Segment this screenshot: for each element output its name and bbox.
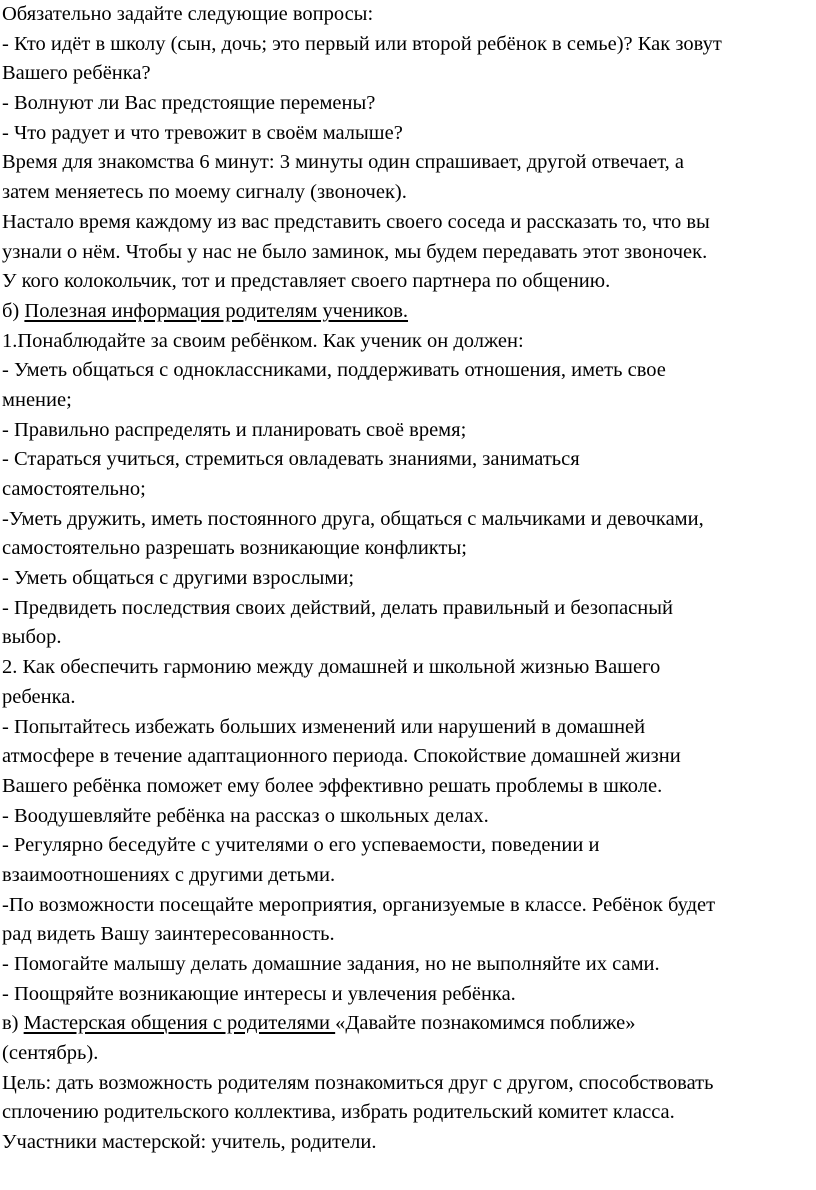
text-line: выбор. [2, 626, 62, 649]
text-line: 1.Понаблюдайте за своим ребёнком. Как ученик он должен: [2, 329, 524, 352]
text-line: -По возможности посещайте мероприятия, организуемые в классе. Ребёнок будет [2, 893, 716, 916]
text-line: Вашего ребёнка? [2, 62, 151, 85]
section-b-prefix: б) [2, 299, 25, 322]
text-line: - Поощряйте возникающие интересы и увлечения ребёнка. [2, 982, 516, 1005]
text-line: Цель: дать возможность родителям познакомиться друг с другом, способствовать [2, 1071, 714, 1094]
text-line: взаимоотношениях с другими детьми. [2, 863, 336, 886]
text-line: - Помогайте малышу делать домашние задания, но не выполняйте их сами. [2, 953, 660, 975]
text-line: сплочению родительского коллектива, избрать родительский комитет класса. [2, 1101, 675, 1124]
text-line: затем меняетесь по моему сигналу (звоночек). [2, 181, 407, 204]
text-line: (сентябрь). [2, 1042, 99, 1065]
text-line: узнали о нём. Чтобы у нас не было заминок, мы будем передавать этот звоночек. [2, 240, 708, 263]
text-line: - Что радует и что тревожит в своём малыше? [2, 121, 403, 144]
text-line: - Предвидеть последствия своих действий, делать правильный и безопасный [2, 596, 673, 619]
text-line: - Уметь общаться с другими взрослыми; [2, 567, 355, 590]
text-line: рад видеть Вашу заинтересованность. [2, 923, 335, 946]
section-b-heading [2, 297, 816, 327]
text-line: У кого колокольчик, тот и представляет своего партнера по общению. [2, 270, 611, 293]
section-v-suffix: «Давайте познакомимся поближе» [335, 1012, 636, 1035]
section-b-title: Полезная информация родителям учеников. [24, 299, 409, 322]
text-line: мнение; [2, 388, 72, 411]
text-line: - Правильно распределять и планировать своё время; [2, 418, 467, 441]
text-line: самостоятельно; [2, 478, 146, 500]
text-line: -Уметь дружить, иметь постоянного друга, общаться с мальчиками и девочками, [2, 507, 704, 530]
text-line: атмосфере в течение адаптационного периода. Спокойствие домашней жизни [2, 745, 681, 768]
text-line: - Воодушевляйте ребёнка на рассказ о школьных делах. [2, 804, 489, 827]
text-line: - Стараться учиться, стремиться овладевать знаниями, заниматься [2, 448, 580, 471]
text-line: 2. Как обеспечить гармонию между домашней и школьной жизнью Вашего [2, 656, 661, 679]
section-v-title: Мастерская общения с родителями [23, 1012, 336, 1035]
text-line: Участники мастерской: учитель, родители. [2, 1131, 377, 1154]
section-v-heading [2, 1009, 816, 1039]
text-line: - Уметь общаться с одноклассниками, поддерживать отношения, иметь свое [2, 359, 666, 382]
text-line: ребенка. [2, 685, 76, 708]
text-line: Вашего ребёнка поможет ему более эффективно решать проблемы в школе. [2, 774, 663, 797]
text-line: Время для знакомства 6 минут: 3 минуты один спрашивает, другой отвечает, а [2, 151, 684, 174]
text-line: - Попытайтесь избежать больших изменений или нарушений в домашней [2, 715, 646, 738]
text-line: - Кто идёт в школу (сын, дочь; это первый или второй ребёнок в семье)? Как зовут [2, 32, 722, 55]
section-v-prefix: в) [2, 1012, 24, 1035]
text-line: - Волнуют ли Вас предстоящие перемены? [2, 92, 376, 115]
text-line: Обязательно задайте следующие вопросы: [2, 3, 374, 25]
text-line: самостоятельно разрешать возникающие конфликты; [2, 537, 467, 560]
text-line: - Регулярно беседуйте с учителями о его успеваемости, поведении и [2, 834, 600, 857]
text-line: Настало время каждому из вас представить своего соседа и рассказать то, что вы [2, 210, 710, 233]
